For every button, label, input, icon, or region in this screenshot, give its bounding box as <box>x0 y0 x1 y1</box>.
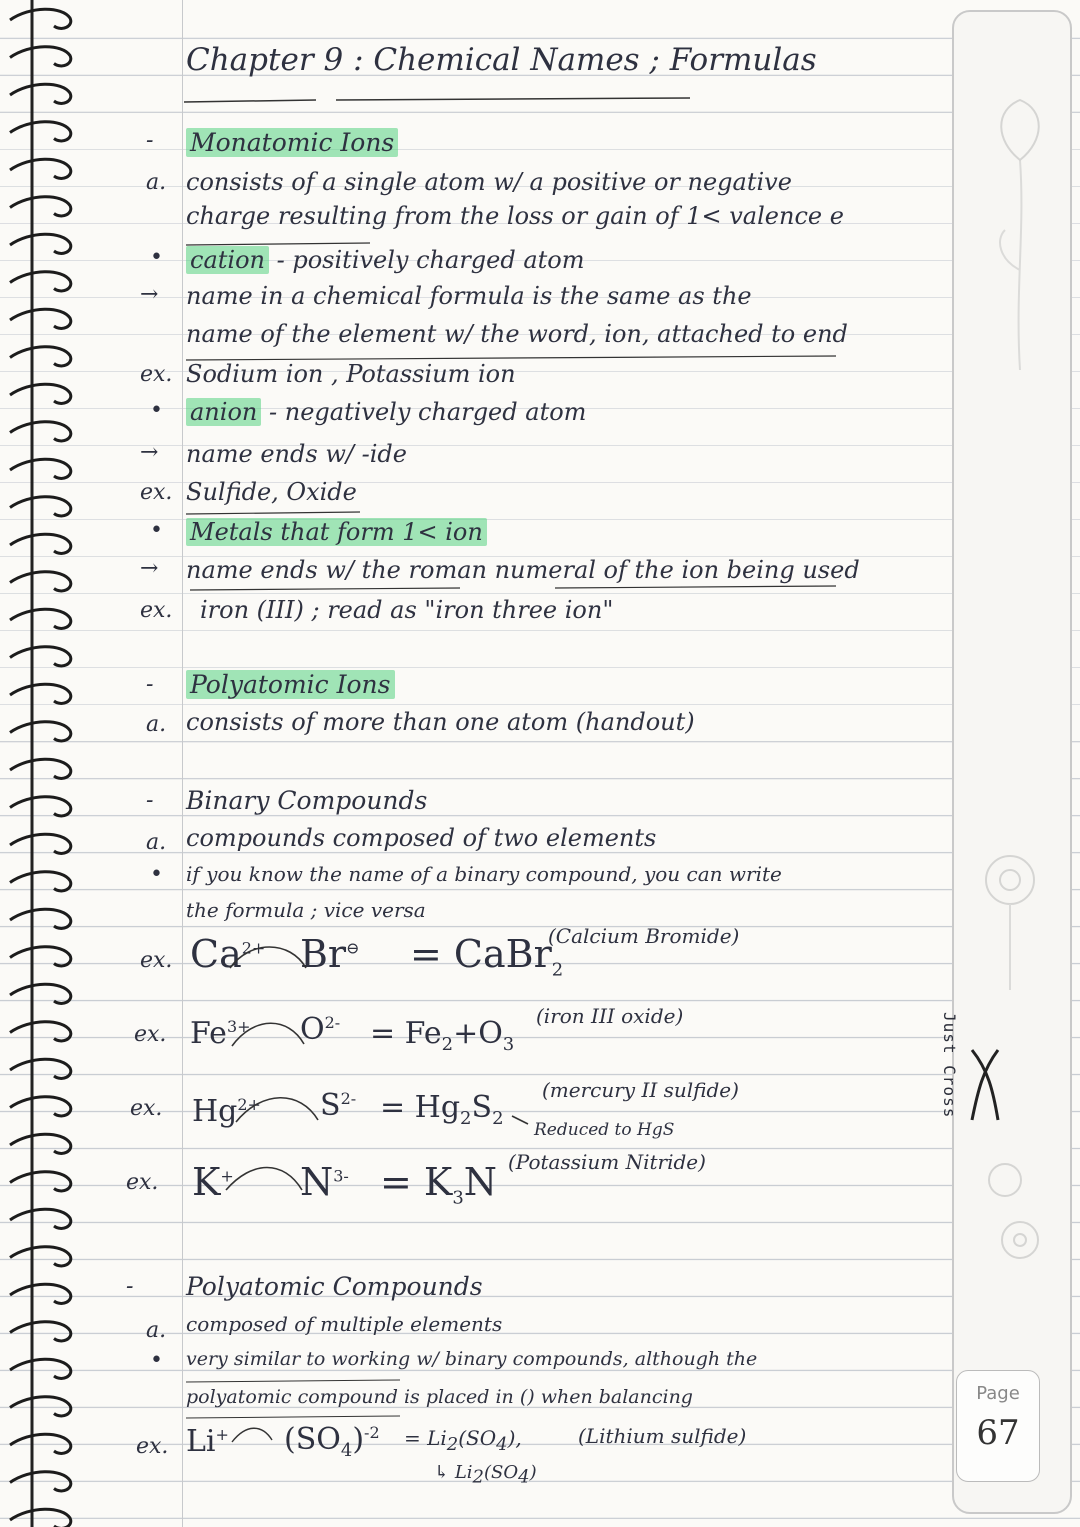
compound-name: (Potassium Nitride) <box>508 1150 706 1174</box>
compound-name: (iron III oxide) <box>536 1004 684 1028</box>
charge-label: 2- <box>324 1013 341 1032</box>
example-marker: ex. <box>134 1022 167 1047</box>
charge-label: + <box>215 1425 229 1444</box>
cation-rule-2: name of the element w/ the word, ion, attached to end <box>186 320 848 348</box>
charge-label: + <box>220 1166 234 1186</box>
ion-b: Br⊖ <box>300 932 360 976</box>
example-marker: ex. <box>140 480 173 505</box>
ion-a: $Ca^{2+}$ <box>190 932 266 976</box>
arrow-marker: → <box>140 440 159 465</box>
binary-heading: Binary Compounds <box>186 786 428 815</box>
cation-line: cation - positively charged atom <box>186 246 585 274</box>
metals-rule: name ends w/ the roman numeral of the ion being used <box>186 556 860 584</box>
example-marker: ex. <box>130 1096 163 1121</box>
charge-label: 2- <box>340 1089 357 1108</box>
anion-rule: name ends w/ -ide <box>186 440 407 468</box>
result-formula: = CaBr$_2$ <box>410 932 564 981</box>
ion-b: $O^{2-}$ <box>300 1012 341 1047</box>
polyatomic-compounds-bullet-2: polyatomic compound is placed in () when balancing <box>186 1386 693 1408</box>
polyatomic-line-a: consists of more than one atom (handout) <box>186 708 695 736</box>
item-marker-a: a. <box>146 170 167 195</box>
compound-name: (Calcium Bromide) <box>548 924 740 948</box>
result-formula: = Li2(SO4), <box>404 1426 522 1455</box>
section-dash: - <box>126 1274 134 1299</box>
polyatomic-ion: $(SO_4)^{-2}$ <box>284 1422 380 1461</box>
compound-name: (mercury II sulfide) <box>542 1078 739 1102</box>
polyatomic-compounds-line-a: composed of multiple elements <box>186 1312 503 1336</box>
page-title: Chapter 9 : Chemical Names ; Formulas <box>186 42 817 78</box>
binary-line-a: compounds composed of two elements <box>186 824 657 852</box>
ion-a: $Hg^{2+}$ <box>192 1094 261 1129</box>
result-formula: = $Fe_2+O_3$ <box>370 1016 515 1055</box>
bullet-marker: • <box>150 398 163 423</box>
arrow-marker: → <box>140 556 159 581</box>
anion-line: anion - negatively charged atom <box>186 398 586 426</box>
page-label: Page <box>976 1383 1020 1404</box>
monatomic-line-a2: charge resulting from the loss or gain of 1< valence e <box>186 202 844 230</box>
example-marker: ex. <box>140 948 173 973</box>
anion-example: Sulfide, Oxide <box>186 478 357 506</box>
section-dash: - <box>146 672 154 697</box>
charge-label: 2+ <box>237 1095 261 1114</box>
ion-b: $S^{2-}$ <box>320 1088 357 1123</box>
section-dash: - <box>146 788 154 813</box>
metals-example: iron (III) ; read as "iron three ion" <box>200 596 614 624</box>
bullet-marker: • <box>150 518 163 543</box>
monatomic-heading: Monatomic Ions <box>186 128 398 157</box>
charge-label: 2+ <box>241 938 266 958</box>
result-formula: = $Hg_2S_2$ <box>380 1090 504 1129</box>
reduced-note: Reduced to HgS <box>534 1120 675 1140</box>
example-marker: ex. <box>140 598 173 623</box>
reduced-formula: ↳ Li2(SO4) <box>434 1462 537 1488</box>
item-marker-a: a. <box>146 830 167 855</box>
monatomic-line-a1: consists of a single atom w/ a positive or negative <box>186 168 792 196</box>
metals-line: Metals that form 1< ion <box>186 518 487 546</box>
binary-bullet-1: if you know the name of a binary compound, you can write <box>186 862 782 886</box>
section-dash: - <box>146 128 154 153</box>
charge-label: 3+ <box>226 1017 251 1036</box>
item-marker-a: a. <box>146 712 167 737</box>
compound-name: (Lithium sulfide) <box>578 1424 747 1448</box>
binary-bullet-2: the formula ; vice versa <box>186 898 426 922</box>
example-marker: ex. <box>140 362 173 387</box>
charge-label: ⊖ <box>346 938 360 958</box>
polyatomic-compounds-bullet-1: very similar to working w/ binary compounds, although the <box>186 1348 758 1370</box>
bullet-marker: • <box>150 1348 163 1373</box>
arrow-marker: → <box>140 282 159 307</box>
polyatomic-compounds-heading: Polyatomic Compounds <box>186 1272 483 1301</box>
ion-b: $N^{3-}$ <box>300 1160 349 1204</box>
bullet-marker: • <box>150 862 163 887</box>
item-marker-a: a. <box>146 1318 167 1343</box>
polyatomic-heading: Polyatomic Ions <box>186 670 395 699</box>
result-formula: = $K_3N$ <box>380 1160 498 1209</box>
ion-a: $Fe^{3+}$ <box>190 1016 251 1051</box>
bullet-marker: • <box>150 245 163 270</box>
charge-label: -2 <box>364 1423 380 1442</box>
cation-example: Sodium ion , Potassium ion <box>186 360 516 388</box>
ion-a: Li+ <box>186 1424 229 1459</box>
cation-term: cation <box>186 246 269 274</box>
brand-label: Just Cross <box>940 1012 959 1119</box>
example-marker: ex. <box>126 1170 159 1195</box>
cation-rule-1: name in a chemical formula is the same as the <box>186 282 752 310</box>
ion-a: K+ <box>192 1160 234 1204</box>
anion-term: anion <box>186 398 261 426</box>
page-number: 67 <box>976 1413 1020 1453</box>
charge-label: 3- <box>333 1166 349 1186</box>
example-marker: ex. <box>136 1434 169 1459</box>
